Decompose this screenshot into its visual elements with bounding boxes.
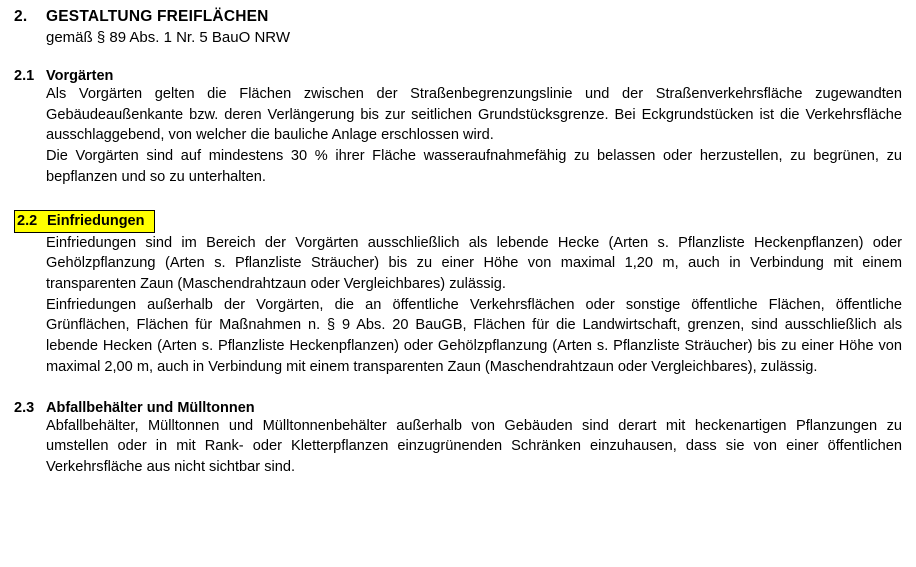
subsection-heading-2-3 bbox=[14, 400, 902, 416]
subsection-title: Abfallbehälter und Mülltonnen bbox=[46, 399, 255, 416]
subsection-title: Einfriedungen bbox=[47, 212, 145, 229]
section-title: GESTALTUNG FREIFLÄCHEN bbox=[46, 8, 269, 25]
paragraph: Als Vorgärten gelten die Flächen zwischen der Straßenbegrenzungslinie und der Straßenverkehrsfläche zugewandten Gebäudeaußenkante bzw. deren Verlängerung bis zur seitlichen Grundstücksgrenze. Bei Eckgrundstücken ist die Verkehrsfläche ausschlaggebend, von welcher die bauliche Anlage erschlossen wird. bbox=[46, 86, 902, 144]
paragraph: Abfallbehälter, Mülltonnen und Mülltonnenbehälter außerhalb von Gebäuden sind derart mit heckenartigen Pflanzungen zu umstellen oder in mit Rank- oder Kletterpflanzen einzugrünenden Schränken einzuhausen, dass sie von einer öffentlichen Verkehrsfläche aus nicht sichtbar sind. bbox=[46, 417, 902, 476]
section-heading bbox=[14, 8, 902, 26]
subsection-number: 2.3 bbox=[14, 399, 35, 416]
section-subtitle: gemäß § 89 Abs. 1 Nr. 5 BauO NRW bbox=[46, 29, 290, 46]
section-number: 2. bbox=[14, 8, 28, 25]
subsection-title: Vorgärten bbox=[46, 68, 114, 84]
paragraph: Einfriedungen außerhalb der Vorgärten, die an öffentliche Verkehrsflächen oder sonstige öffentliche Flächen, öffentliche Grünflächen, Flächen für Maßnahmen n. § 9 Abs. 20 BauGB, Flächen für die Landwirtschaft, grenzen, sind ausschließlich als lebende Hecken (Arten s. Pflanzliste Heckenpflanzen) oder Gehölzpflanzung (Arten s. Pflanzliste Sträucher) bis zu einer Höhe von maximal 2,00 m, auch in Verbindung mit einem transparenten Zaun (Maschendrahtzaun oder Vergleichbares), zulässig. bbox=[46, 296, 902, 375]
subsection-number: 2.1 bbox=[14, 68, 35, 84]
highlight-box bbox=[14, 210, 155, 233]
subsection-heading-2-2 bbox=[14, 210, 902, 233]
subsection-number: 2.2 bbox=[17, 212, 38, 229]
subsection-heading-2-1 bbox=[14, 68, 902, 84]
paragraph: Die Vorgärten sind auf mindestens 30 % ihrer Fläche wasseraufnahmefähig zu belassen oder herzustellen, zu begrünen, zu bepflanzen und so zu unterhalten. bbox=[46, 148, 902, 185]
paragraph: Einfriedungen sind im Bereich der Vorgärten ausschließlich als lebende Hecke (Arten s. Pflanzliste Heckenpflanzen) oder Gehölzpflanzung (Arten s. Pflanzliste Sträucher) bis zu einer Höhe von maximal 1,20 m, auch in Verbindung mit einem transparenten Zaun (Maschendrahtzaun oder Vergleichbares) zulässig. bbox=[46, 234, 902, 293]
